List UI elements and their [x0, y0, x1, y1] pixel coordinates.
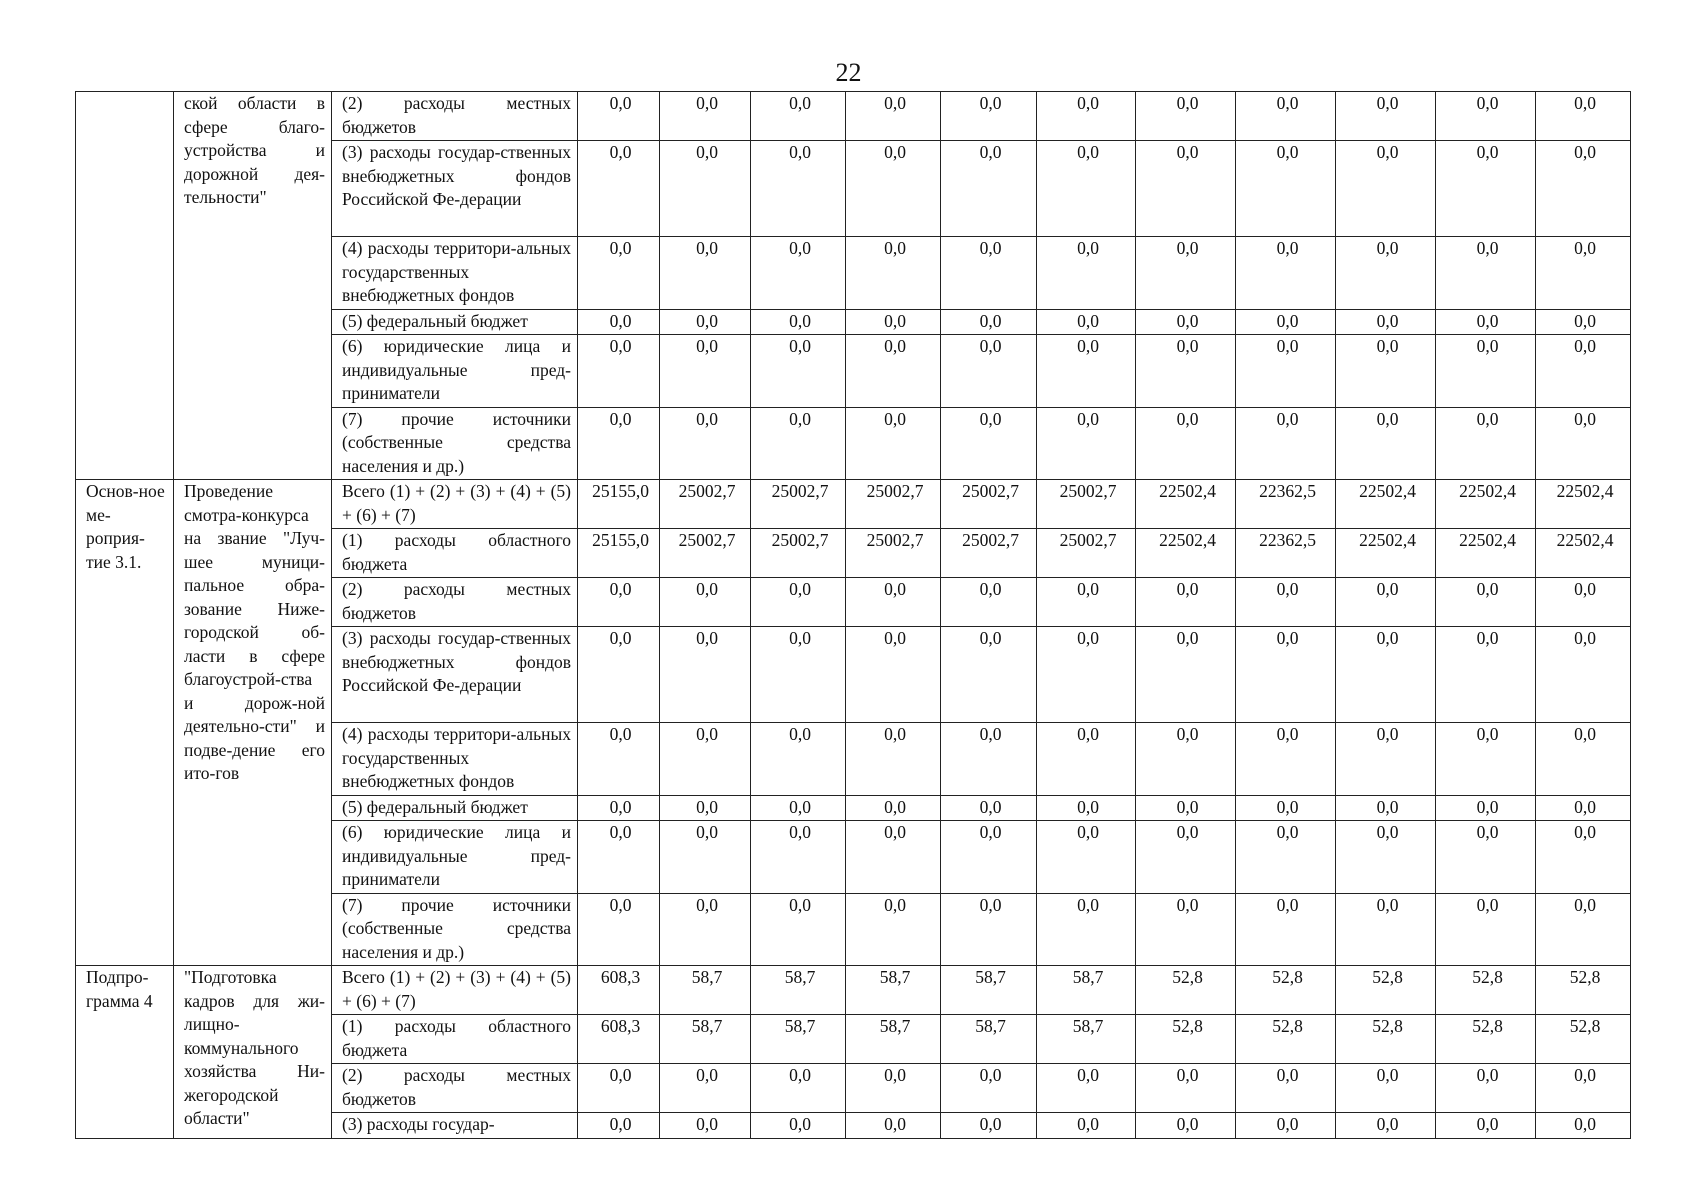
value-cell: 0,0	[1236, 1113, 1336, 1139]
value-cell: 0,0	[941, 141, 1037, 237]
value-cell: 0,0	[1536, 92, 1631, 141]
value-cell: 25155,0	[578, 529, 660, 578]
value-cell: 0,0	[846, 92, 941, 141]
value-cell: 0,0	[941, 407, 1037, 480]
value-cell: 0,0	[1536, 1113, 1631, 1139]
value-cell: 0,0	[578, 309, 660, 335]
value-cell: 0,0	[1037, 893, 1136, 966]
value-cell: 0,0	[1336, 92, 1436, 141]
value-cell: 0,0	[846, 141, 941, 237]
value-cell: 0,0	[1436, 237, 1536, 310]
value-cell: 0,0	[1136, 335, 1236, 408]
funding-source-cell: (2) расходы местных бюджетов	[332, 578, 578, 627]
value-cell: 0,0	[1236, 92, 1336, 141]
value-cell: 0,0	[846, 1113, 941, 1139]
measure-title-cell: "Подготовка кадров для жи-лищно-коммунального хозяйства Ни-жегородской области"	[174, 966, 332, 1139]
funding-source-cell: (7) прочие источники (собственные средства населения и др.)	[332, 407, 578, 480]
funding-source-cell: (2) расходы местных бюджетов	[332, 92, 578, 141]
value-cell: 0,0	[578, 1064, 660, 1113]
value-cell: 0,0	[751, 309, 846, 335]
value-cell: 0,0	[941, 821, 1037, 894]
value-cell: 0,0	[578, 821, 660, 894]
value-cell: 0,0	[1536, 1064, 1631, 1113]
value-cell: 25002,7	[751, 480, 846, 529]
value-cell: 0,0	[660, 1064, 751, 1113]
value-cell: 52,8	[1336, 1015, 1436, 1064]
value-cell: 0,0	[1336, 335, 1436, 408]
value-cell: 0,0	[1037, 92, 1136, 141]
value-cell: 0,0	[751, 335, 846, 408]
value-cell: 0,0	[941, 1064, 1037, 1113]
value-cell: 0,0	[846, 407, 941, 480]
value-cell: 22362,5	[1236, 480, 1336, 529]
value-cell: 608,3	[578, 966, 660, 1015]
value-cell: 25002,7	[751, 529, 846, 578]
value-cell: 0,0	[1037, 335, 1136, 408]
value-cell: 0,0	[751, 821, 846, 894]
value-cell: 0,0	[1336, 578, 1436, 627]
value-cell: 0,0	[846, 578, 941, 627]
value-cell: 0,0	[1236, 1064, 1336, 1113]
value-cell: 0,0	[1536, 723, 1631, 796]
value-cell: 0,0	[751, 237, 846, 310]
value-cell: 0,0	[660, 1113, 751, 1139]
value-cell: 0,0	[1436, 141, 1536, 237]
value-cell: 0,0	[1136, 578, 1236, 627]
value-cell: 0,0	[1436, 893, 1536, 966]
value-cell: 58,7	[660, 966, 751, 1015]
value-cell: 0,0	[1436, 821, 1536, 894]
value-cell: 22502,4	[1536, 480, 1631, 529]
funding-source-cell: (1) расходы областного бюджета	[332, 529, 578, 578]
funding-source-cell: (3) расходы государ-ственных внебюджетных фондов Российской Фе-дерации	[332, 141, 578, 237]
value-cell: 0,0	[578, 1113, 660, 1139]
value-cell: 0,0	[1236, 893, 1336, 966]
value-cell: 0,0	[1236, 795, 1336, 821]
value-cell: 58,7	[846, 966, 941, 1015]
value-cell: 0,0	[846, 237, 941, 310]
value-cell: 0,0	[1536, 407, 1631, 480]
value-cell: 0,0	[1037, 723, 1136, 796]
measure-code-cell	[76, 92, 174, 480]
value-cell: 0,0	[578, 335, 660, 408]
value-cell: 0,0	[1536, 335, 1631, 408]
value-cell: 0,0	[660, 795, 751, 821]
value-cell: 0,0	[1136, 893, 1236, 966]
value-cell: 0,0	[1336, 627, 1436, 723]
value-cell: 0,0	[846, 795, 941, 821]
value-cell: 0,0	[1136, 723, 1236, 796]
value-cell: 0,0	[1436, 578, 1536, 627]
value-cell: 0,0	[941, 795, 1037, 821]
value-cell: 58,7	[751, 966, 846, 1015]
value-cell: 0,0	[1436, 407, 1536, 480]
value-cell: 0,0	[1037, 309, 1136, 335]
funding-source-cell: (6) юридические лица и индивидуальные пред-приниматели	[332, 335, 578, 408]
funding-source-cell: (4) расходы территори-альных государственных внебюджетных фондов	[332, 237, 578, 310]
value-cell: 0,0	[1436, 1064, 1536, 1113]
value-cell: 0,0	[660, 627, 751, 723]
value-cell: 52,8	[1536, 1015, 1631, 1064]
value-cell: 0,0	[578, 627, 660, 723]
value-cell: 25002,7	[1037, 480, 1136, 529]
value-cell: 0,0	[751, 627, 846, 723]
table-row	[76, 92, 1631, 141]
table-row	[76, 480, 1631, 529]
value-cell: 0,0	[941, 92, 1037, 141]
value-cell: 22362,5	[1236, 529, 1336, 578]
value-cell: 0,0	[660, 893, 751, 966]
value-cell: 0,0	[941, 893, 1037, 966]
value-cell: 0,0	[1037, 237, 1136, 310]
value-cell: 0,0	[751, 795, 846, 821]
value-cell: 0,0	[578, 407, 660, 480]
value-cell: 0,0	[660, 407, 751, 480]
value-cell: 0,0	[751, 893, 846, 966]
value-cell: 22502,4	[1336, 480, 1436, 529]
value-cell: 0,0	[1037, 141, 1136, 237]
value-cell: 0,0	[751, 723, 846, 796]
value-cell: 58,7	[660, 1015, 751, 1064]
table-row	[76, 966, 1631, 1015]
value-cell: 25002,7	[941, 529, 1037, 578]
value-cell: 0,0	[941, 237, 1037, 310]
value-cell: 0,0	[1336, 893, 1436, 966]
value-cell: 0,0	[846, 893, 941, 966]
value-cell: 0,0	[751, 92, 846, 141]
value-cell: 0,0	[846, 309, 941, 335]
value-cell: 0,0	[846, 723, 941, 796]
value-cell: 0,0	[1336, 1064, 1436, 1113]
value-cell: 0,0	[1336, 821, 1436, 894]
measure-code-cell: Основ-ное ме-роприя-тие 3.1.	[76, 480, 174, 966]
value-cell: 0,0	[1236, 627, 1336, 723]
value-cell: 0,0	[751, 578, 846, 627]
value-cell: 0,0	[1136, 821, 1236, 894]
value-cell: 0,0	[1436, 1113, 1536, 1139]
value-cell: 0,0	[1136, 795, 1236, 821]
value-cell: 52,8	[1436, 966, 1536, 1015]
value-cell: 25155,0	[578, 480, 660, 529]
value-cell: 0,0	[1136, 309, 1236, 335]
value-cell: 25002,7	[846, 480, 941, 529]
value-cell: 0,0	[941, 578, 1037, 627]
value-cell: 58,7	[941, 966, 1037, 1015]
value-cell: 0,0	[1037, 627, 1136, 723]
value-cell: 25002,7	[1037, 529, 1136, 578]
value-cell: 0,0	[1536, 237, 1631, 310]
value-cell: 0,0	[1037, 578, 1136, 627]
value-cell: 25002,7	[941, 480, 1037, 529]
value-cell: 0,0	[846, 335, 941, 408]
value-cell: 25002,7	[660, 529, 751, 578]
funding-source-cell: Всего (1) + (2) + (3) + (4) + (5) + (6) + (7)	[332, 480, 578, 529]
value-cell: 0,0	[1136, 407, 1236, 480]
budget-table	[75, 91, 1631, 1139]
funding-source-cell: (3) расходы государ-ственных внебюджетных фондов Российской Фе-дерации	[332, 627, 578, 723]
value-cell: 0,0	[1037, 821, 1136, 894]
value-cell: 0,0	[751, 1064, 846, 1113]
value-cell: 0,0	[941, 627, 1037, 723]
value-cell: 0,0	[660, 821, 751, 894]
value-cell: 0,0	[941, 335, 1037, 408]
value-cell: 58,7	[1037, 966, 1136, 1015]
funding-source-cell: Всего (1) + (2) + (3) + (4) + (5) + (6) + (7)	[332, 966, 578, 1015]
value-cell: 0,0	[660, 237, 751, 310]
value-cell: 0,0	[1536, 893, 1631, 966]
funding-source-cell: (4) расходы территори-альных государственных внебюджетных фондов	[332, 723, 578, 796]
value-cell: 58,7	[846, 1015, 941, 1064]
value-cell: 0,0	[1536, 627, 1631, 723]
value-cell: 52,8	[1136, 966, 1236, 1015]
value-cell: 0,0	[1336, 309, 1436, 335]
value-cell: 0,0	[578, 237, 660, 310]
funding-source-cell: (1) расходы областного бюджета	[332, 1015, 578, 1064]
value-cell: 0,0	[1436, 335, 1536, 408]
value-cell: 0,0	[578, 893, 660, 966]
value-cell: 52,8	[1536, 966, 1631, 1015]
value-cell: 0,0	[660, 723, 751, 796]
value-cell: 52,8	[1236, 1015, 1336, 1064]
value-cell: 0,0	[1236, 723, 1336, 796]
value-cell: 0,0	[1136, 1064, 1236, 1113]
value-cell: 0,0	[751, 1113, 846, 1139]
value-cell: 22502,4	[1136, 529, 1236, 578]
value-cell: 0,0	[578, 723, 660, 796]
value-cell: 0,0	[941, 309, 1037, 335]
value-cell: 0,0	[578, 92, 660, 141]
funding-source-cell: (5) федеральный бюджет	[332, 795, 578, 821]
value-cell: 0,0	[1136, 237, 1236, 310]
value-cell: 52,8	[1136, 1015, 1236, 1064]
value-cell: 58,7	[751, 1015, 846, 1064]
value-cell: 608,3	[578, 1015, 660, 1064]
funding-source-cell: (7) прочие источники (собственные средства населения и др.)	[332, 893, 578, 966]
value-cell: 58,7	[941, 1015, 1037, 1064]
value-cell: 0,0	[1236, 237, 1336, 310]
value-cell: 0,0	[1536, 795, 1631, 821]
value-cell: 0,0	[1236, 578, 1336, 627]
value-cell: 0,0	[1037, 795, 1136, 821]
value-cell: 0,0	[660, 309, 751, 335]
value-cell: 0,0	[846, 627, 941, 723]
budget-table-body	[76, 92, 1631, 1139]
value-cell: 22502,4	[1436, 529, 1536, 578]
value-cell: 52,8	[1336, 966, 1436, 1015]
value-cell: 0,0	[846, 821, 941, 894]
value-cell: 52,8	[1236, 966, 1336, 1015]
value-cell: 0,0	[1236, 309, 1336, 335]
value-cell: 0,0	[1236, 821, 1336, 894]
funding-source-cell: (2) расходы местных бюджетов	[332, 1064, 578, 1113]
value-cell: 0,0	[1336, 1113, 1436, 1139]
value-cell: 0,0	[578, 795, 660, 821]
value-cell: 0,0	[660, 141, 751, 237]
value-cell: 0,0	[751, 141, 846, 237]
value-cell: 0,0	[1037, 1113, 1136, 1139]
measure-code-cell: Подпро-грамма 4	[76, 966, 174, 1139]
value-cell: 0,0	[660, 335, 751, 408]
measure-title-cell: Проведение смотра-конкурса на звание "Луч-шее муници-пальное обра-зование Ниже-городской об-ласти в сфере благоустрой-ства и дорож-ной деятельно-сти" и подве-дение его ито-гов	[174, 480, 332, 966]
value-cell: 0,0	[1236, 335, 1336, 408]
value-cell: 0,0	[1536, 309, 1631, 335]
value-cell: 0,0	[1336, 407, 1436, 480]
value-cell: 22502,4	[1136, 480, 1236, 529]
value-cell: 0,0	[1336, 237, 1436, 310]
value-cell: 0,0	[1436, 309, 1536, 335]
value-cell: 0,0	[578, 141, 660, 237]
value-cell: 0,0	[660, 578, 751, 627]
value-cell: 0,0	[1037, 407, 1136, 480]
value-cell: 0,0	[1136, 92, 1236, 141]
value-cell: 0,0	[941, 1113, 1037, 1139]
value-cell: 0,0	[1336, 723, 1436, 796]
value-cell: 0,0	[1436, 627, 1536, 723]
funding-source-cell: (6) юридические лица и индивидуальные пред-приниматели	[332, 821, 578, 894]
value-cell: 0,0	[751, 407, 846, 480]
value-cell: 0,0	[941, 723, 1037, 796]
value-cell: 0,0	[1236, 407, 1336, 480]
value-cell: 0,0	[1536, 821, 1631, 894]
value-cell: 0,0	[1236, 141, 1336, 237]
value-cell: 22502,4	[1536, 529, 1631, 578]
value-cell: 25002,7	[846, 529, 941, 578]
value-cell: 0,0	[1037, 1064, 1136, 1113]
value-cell: 52,8	[1436, 1015, 1536, 1064]
value-cell: 0,0	[1136, 141, 1236, 237]
value-cell: 22502,4	[1436, 480, 1536, 529]
value-cell: 0,0	[1436, 723, 1536, 796]
value-cell: 0,0	[660, 92, 751, 141]
value-cell: 58,7	[1037, 1015, 1136, 1064]
value-cell: 0,0	[1436, 92, 1536, 141]
value-cell: 0,0	[1536, 141, 1631, 237]
funding-source-cell: (5) федеральный бюджет	[332, 309, 578, 335]
value-cell: 0,0	[1336, 141, 1436, 237]
page-number: 22	[835, 58, 862, 87]
measure-title-cell: ской области в сфере благо-устройства и дорожной дея-тельности"	[174, 92, 332, 480]
value-cell: 0,0	[846, 1064, 941, 1113]
value-cell: 0,0	[1436, 795, 1536, 821]
value-cell: 0,0	[1136, 627, 1236, 723]
value-cell: 25002,7	[660, 480, 751, 529]
value-cell: 0,0	[1136, 1113, 1236, 1139]
funding-source-cell: (3) расходы государ-	[332, 1113, 578, 1139]
value-cell: 22502,4	[1336, 529, 1436, 578]
value-cell: 0,0	[1536, 578, 1631, 627]
value-cell: 0,0	[578, 578, 660, 627]
value-cell: 0,0	[1336, 795, 1436, 821]
